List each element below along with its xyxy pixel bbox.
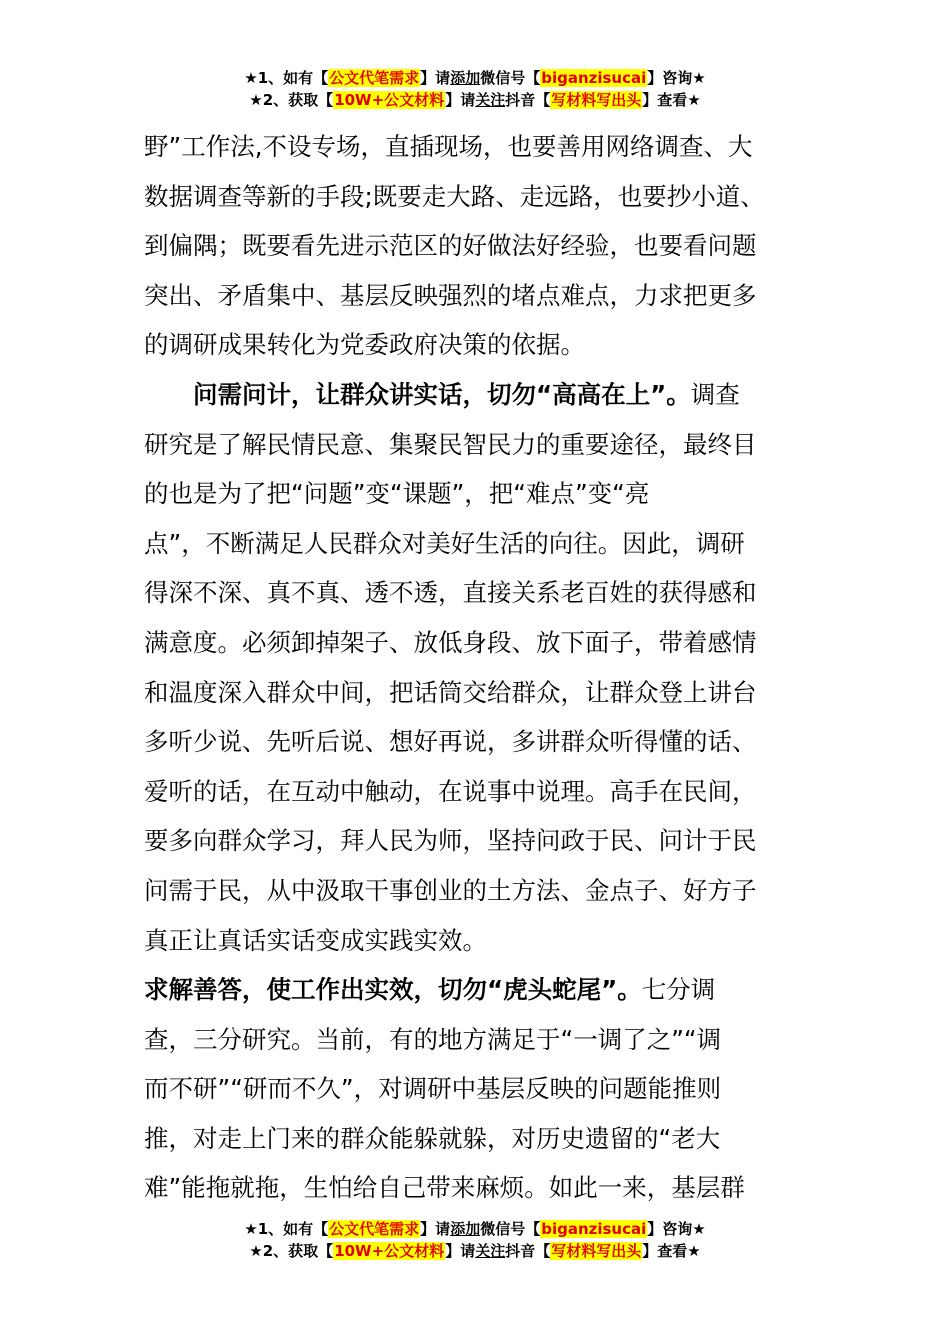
banner-text: 】请 — [445, 1242, 476, 1260]
body-line: 爱听的话，在互动中触动，在说事中说理。高手在民间， — [144, 776, 757, 806]
body-line: 和温度深入群众中间，把话筒交给群众，让群众登上讲台 — [144, 677, 757, 707]
banner-text: 】查看★ — [642, 91, 701, 109]
banner-highlight-service: 公文代笔需求 — [329, 1220, 420, 1238]
banner-highlight-materials: 10W+公文材料 — [334, 91, 445, 109]
body-line: 查，三分研究。当前，有的地方满足于“一调了之”“调 — [144, 1024, 722, 1054]
body-line: 数据调查等新的手段;既要走大路、走远路，也要抄小道、 — [144, 181, 765, 211]
body-line: 难”能拖就拖，生怕给自己带来麻烦。如此一来，基层群 — [144, 1173, 745, 1203]
body-line: 问需于民，从中汲取干事创业的土方法、金点子、好方子 — [144, 875, 757, 905]
body-line: 而不研”“研而不久”，对调研中基层反映的问题能推则 — [144, 1074, 722, 1104]
banner-text: ★2、获取【 — [249, 91, 334, 109]
body-line: 真正让真话实话变成实践实效。 — [144, 925, 487, 955]
body-line: 的调研成果转化为党委政府决策的依据。 — [144, 330, 585, 360]
banner-text: 微信号【 — [480, 69, 541, 87]
top-banner — [0, 67, 950, 111]
banner-underline-follow: 关注 — [475, 91, 506, 109]
body-line: 点”，不断满足人民群众对美好生活的向往。因此，调研 — [144, 528, 745, 558]
banner-highlight-materials: 10W+公文材料 — [334, 1242, 445, 1260]
section-heading-1 — [144, 370, 808, 420]
heading-rest-text: 七分调 — [641, 975, 716, 1005]
banner-text: 】咨询★ — [647, 1220, 706, 1238]
banner-text: ★2、获取【 — [249, 1242, 334, 1260]
document-body — [144, 122, 808, 1213]
banner-text: 】查看★ — [642, 1242, 701, 1260]
banner-text: 】请 — [445, 91, 476, 109]
body-line: 研究是了解民情民意、集聚民智民力的重要途径，最终目 — [144, 429, 757, 459]
banner-text: 】请 — [420, 69, 451, 87]
bottom-banner — [0, 1218, 950, 1262]
body-line: 突出、矛盾集中、基层反映强烈的堵点难点，力求把更多 — [144, 280, 757, 310]
body-line: 满意度。必须卸掉架子、放低身段、放下面子，带着感情 — [144, 627, 757, 657]
banner-highlight-douyin: 写材料写出头 — [551, 91, 642, 109]
banner-text: ★1、如有【 — [244, 1220, 329, 1238]
body-line: 要多向群众学习，拜人民为师，坚持问政于民、问计于民 — [144, 826, 757, 856]
body-line: 得深不深、真不真、透不透，直接关系老百姓的获得感和 — [144, 578, 757, 608]
banner-text: 抖音【 — [505, 1242, 551, 1260]
banner-underline-add: 添加 — [450, 1220, 481, 1238]
banner-text: 抖音【 — [505, 91, 551, 109]
banner-text: 微信号【 — [480, 1220, 541, 1238]
banner-highlight-wechat-id: biganzisucai — [541, 69, 647, 87]
heading-bold-text: 求解善答，使工作出实效，切勿“虎头蛇尾”。 — [144, 975, 642, 1005]
banner-line-1 — [0, 1218, 950, 1240]
banner-text: 】请 — [420, 1220, 451, 1238]
banner-highlight-service: 公文代笔需求 — [329, 69, 420, 87]
heading-bold-text: 问需问计，让群众讲实话，切勿“高高在上”。 — [193, 379, 691, 409]
banner-underline-follow: 关注 — [475, 1242, 506, 1260]
banner-line-2 — [0, 1240, 950, 1262]
body-line: 到偏隅；既要看先进示范区的好做法好经验，也要看问题 — [144, 231, 757, 261]
banner-highlight-douyin: 写材料写出头 — [551, 1242, 642, 1260]
body-line: 的也是为了把“问题”变“课题”，把“难点”变“亮 — [144, 479, 650, 509]
body-line: 多听少说、先听后说、想好再说，多讲群众听得懂的话、 — [144, 727, 757, 757]
section-heading-2 — [144, 965, 808, 1015]
heading-rest-text: 调查 — [690, 379, 740, 409]
banner-line-2 — [0, 89, 950, 111]
banner-underline-add: 添加 — [450, 69, 481, 87]
body-line: 推，对走上门来的群众能躲就躲，对历史遗留的“老大 — [144, 1123, 721, 1153]
body-line: 野”工作法,不设专场，直插现场，也要善用网络调查、大 — [144, 132, 753, 161]
banner-text: 】咨询★ — [647, 69, 706, 87]
banner-text: ★1、如有【 — [244, 69, 329, 87]
banner-line-1 — [0, 67, 950, 89]
banner-highlight-wechat-id: biganzisucai — [541, 1220, 647, 1238]
